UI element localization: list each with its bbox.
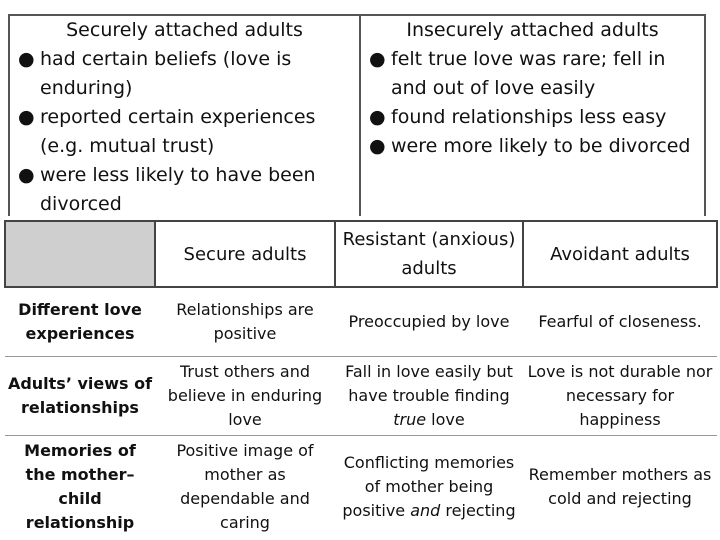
table-header-row xyxy=(5,221,717,287)
secure-adults-box xyxy=(8,14,360,216)
bullet-icon: ● xyxy=(369,106,386,128)
resistant-text: love xyxy=(426,410,465,429)
secure-bullet-text: were less likely to have been divorced xyxy=(40,164,316,215)
insecure-bullet-text: were more likely to be divorced xyxy=(391,135,691,157)
table-row xyxy=(5,357,717,436)
secure-bullet xyxy=(16,45,353,103)
row-label: Adults’ views of relationships xyxy=(5,357,155,436)
insecure-bullet-text: felt true love was rare; fell in and out of love easily xyxy=(391,48,666,99)
resistant-text: Conflicting memories of mother being positive xyxy=(342,453,515,520)
header-corner-cell xyxy=(5,221,155,287)
header-avoidant-adults: Avoidant adults xyxy=(523,221,717,287)
secure-bullet-text: reported certain experiences (e.g. mutual trust) xyxy=(40,106,316,157)
resistant-emphasis: true xyxy=(393,410,427,429)
secure-cell: Trust others and believe in enduring love xyxy=(155,357,335,436)
insecure-bullet-text: found relationships less easy xyxy=(391,106,667,128)
resistant-cell: Preoccupied by love xyxy=(335,287,523,357)
resistant-text: Fall in love easily but have trouble finding xyxy=(345,362,513,405)
avoidant-cell: Love is not durable nor necessary for happiness xyxy=(523,357,717,436)
row-label: Different love experiences xyxy=(5,287,155,357)
table-row xyxy=(5,287,717,357)
secure-bullet-text: had certain beliefs (love is enduring) xyxy=(40,48,292,99)
secure-cell: Positive image of mother as dependable and caring xyxy=(176,441,314,532)
insecure-adults-box xyxy=(360,14,706,216)
attachment-comparison-table xyxy=(4,220,718,538)
bullet-icon: ● xyxy=(18,164,35,186)
resistant-text: rejecting xyxy=(440,501,516,520)
resistant-cell xyxy=(335,436,523,539)
avoidant-cell: Remember mothers as cold and rejecting xyxy=(528,465,712,508)
table-row xyxy=(5,436,717,539)
insecure-bullet xyxy=(367,103,698,132)
secure-box-heading: Securely attached adults xyxy=(66,19,303,41)
insecure-bullet xyxy=(367,45,698,103)
bullet-icon: ● xyxy=(18,106,35,128)
avoidant-cell: Fearful of closeness. xyxy=(523,287,717,357)
secure-cell: Relationships are positive xyxy=(155,287,335,357)
bullet-icon: ● xyxy=(369,135,386,157)
bullet-icon: ● xyxy=(369,48,386,70)
bullet-icon: ● xyxy=(18,48,35,70)
secure-bullet xyxy=(16,161,353,219)
insecure-box-heading: Insecurely attached adults xyxy=(406,19,659,41)
header-resistant-adults: Resistant (anxious) adults xyxy=(335,221,523,287)
insecure-bullet xyxy=(367,132,698,161)
resistant-cell xyxy=(335,357,523,436)
row-label: Memories of the mother–child relationship xyxy=(24,441,136,532)
secure-bullet xyxy=(16,103,353,161)
header-secure-adults: Secure adults xyxy=(155,221,335,287)
resistant-emphasis: and xyxy=(410,501,441,520)
